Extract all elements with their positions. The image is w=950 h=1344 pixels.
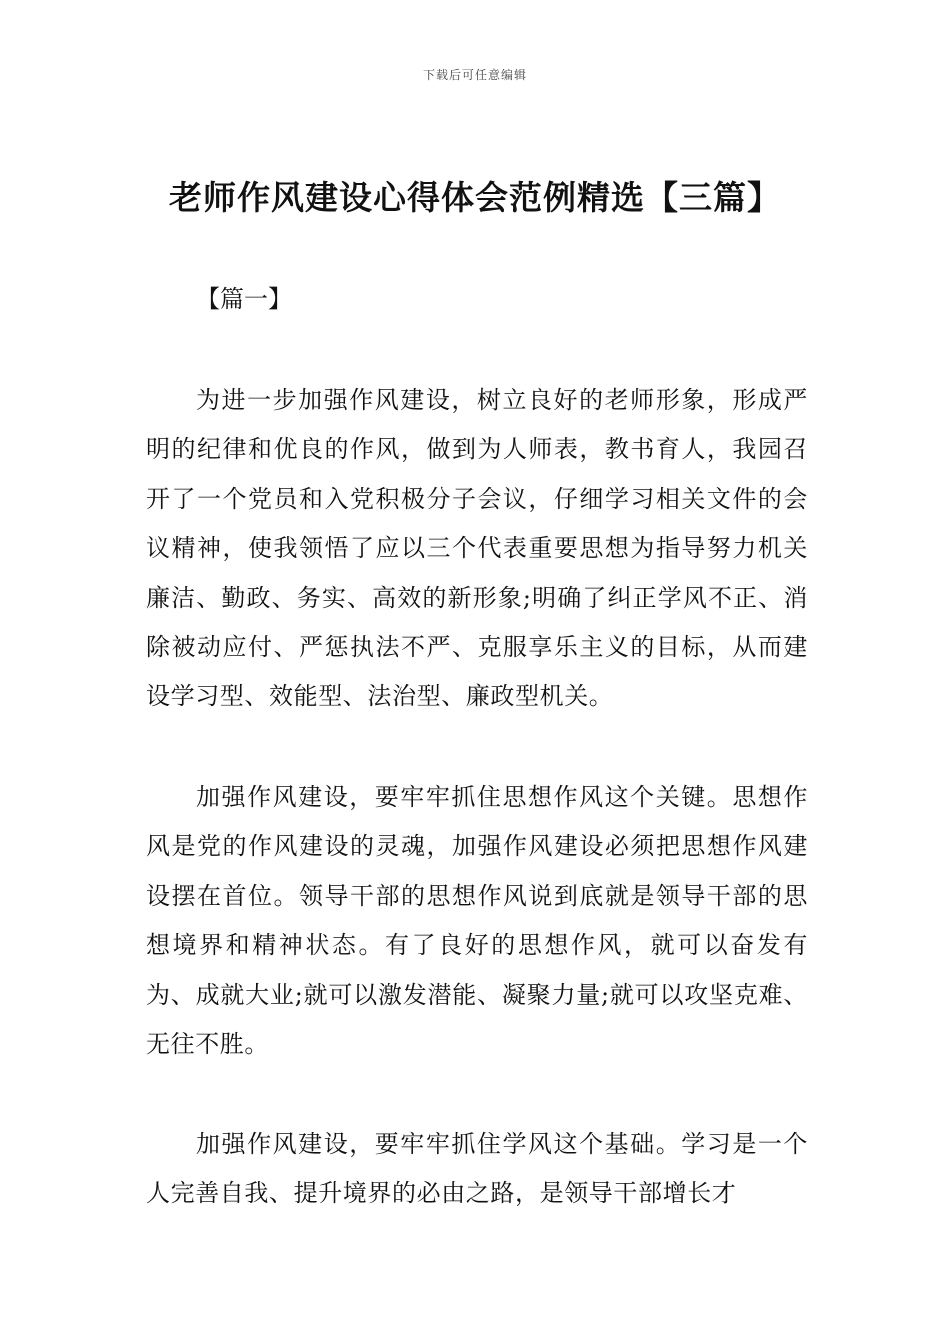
paragraph: 为进一步加强作风建设，树立良好的老师形象，形成严明的纪律和优良的作风，做到为人师表，教书育人，我园召开了一个党员和入党积极分子会议，仔细学习相关文件的会议精神，使我领悟了应以三个代表重要思想为指导努力机关廉洁、勤政、务实、高效的新形象;明确了纠正学风不正、消除被动应付、严惩执法不严、克服享乐主义的目标，从而建设学习型、效能型、法治型、廉政型机关。 (146, 386, 808, 711)
section-label: 【篇一】 (196, 285, 292, 313)
document-title: 老师作风建设心得体会范例精选【三篇】 (169, 178, 781, 217)
paragraph: 加强作风建设，要牢牢抓住学风这个基础。学习是一个人完善自我、提升境界的必由之路，是领导干部增长才 (146, 1130, 808, 1208)
paragraph: 加强作风建设，要牢牢抓住思想作风这个关键。思想作风是党的作风建设的灵魂，加强作风建设必须把思想作风建设摆在首位。领导干部的思想作风说到底就是领导干部的思想境界和精神状态。有了良好的思想作风，就可以奋发有为、成就大业;就可以激发潜能、凝聚力量;就可以攻坚克难、无往不胜。 (146, 783, 808, 1059)
header-note: 下载后可任意编辑 (422, 68, 527, 82)
